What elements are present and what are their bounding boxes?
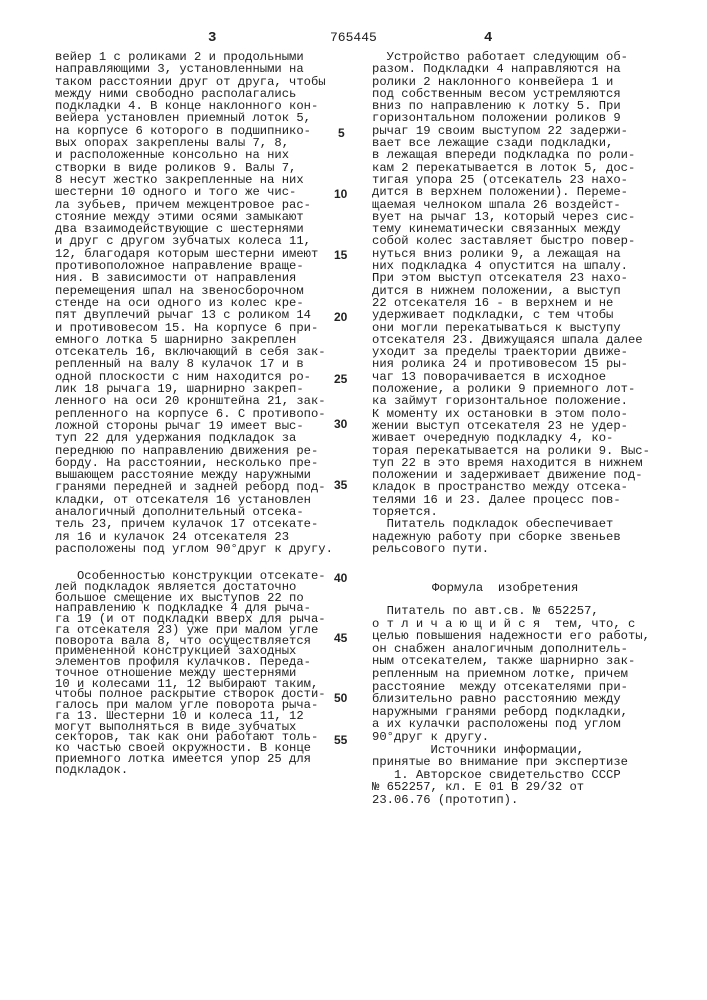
- text-line: рельсового пути.: [372, 543, 650, 555]
- text-line: кладок в пространство между отсека-: [372, 481, 650, 493]
- text-line: а их кулачки расположены под углом: [372, 718, 650, 731]
- text-line: тему кинематически связанных между: [372, 223, 650, 235]
- text-line: они могли перекатываться к выступу: [372, 322, 650, 334]
- left-paragraph-1: [55, 51, 333, 555]
- text-line: вейер 1 с роликами 2 и продольными: [55, 51, 333, 63]
- text-line: ным отсекателем, также шарнирно зак-: [372, 655, 650, 668]
- text-line: чаг 13 поворачивается в исходное: [372, 371, 650, 383]
- line-number: 55: [334, 733, 347, 747]
- text-line: аналогичный дополнительный отсека-: [55, 506, 333, 518]
- text-line: принятые во внимание при экспертизе: [372, 756, 650, 769]
- text-line: наружными гранями реборд подкладки,: [372, 706, 650, 719]
- text-line: могут выполняться в виде зубчатых: [55, 722, 326, 733]
- text-line: вышающем расстояние между наружными: [55, 469, 333, 481]
- text-line: таком расстоянии друг от друга, чтобы: [55, 76, 333, 88]
- text-line: подкладки 4. В конце наклонного кон-: [55, 100, 333, 112]
- text-line: га 13. Шестерни 10 и колеса 11, 12: [55, 711, 326, 722]
- text-line: в лежащая впереди подкладка по роли-: [372, 149, 650, 161]
- text-line: них подкладка 4 опустится на шпалу.: [372, 260, 650, 272]
- text-line: под собственным весом устремляются: [372, 88, 650, 100]
- claim-and-sources: [372, 605, 650, 805]
- text-line: близительно равно расстоянию между: [372, 693, 650, 706]
- text-line: ла зубьев, причем межцентровое рас-: [55, 199, 333, 211]
- text-line: расположены под углом 90°друг к другу.: [55, 543, 333, 555]
- text-line: га отсекателя 23) уже при малом угле: [55, 625, 326, 636]
- text-line: щаемая челноком шпала 26 воздейст-: [372, 199, 650, 211]
- text-line: торяется.: [372, 506, 650, 518]
- text-line: вает все лежащие сзади подкладки,: [372, 137, 650, 149]
- text-line: точное отношение между шестернями: [55, 668, 326, 679]
- text-line: вует на рычаг 13, который через сис-: [372, 211, 650, 223]
- text-line: дится в верхнем положении). Переме-: [372, 186, 650, 198]
- patent-number: 765445: [330, 30, 377, 45]
- text-line: Питатель подкладок обеспечивает: [372, 518, 650, 530]
- text-line: телями 16 и 23. Далее процесс пов-: [372, 494, 650, 506]
- right-paragraph-1: [372, 51, 650, 555]
- text-line: стояние между этими осями замыкают: [55, 211, 333, 223]
- text-line: лик 18 рычага 19, шарнирно закреп-: [55, 383, 333, 395]
- text-line: противоположное направление враще-: [55, 260, 333, 272]
- text-line: о т л и ч а ю щ и й с я тем, что, с: [372, 618, 650, 631]
- text-line: разом. Подкладки 4 направляются на: [372, 63, 650, 75]
- text-line: ролики 2 наклонного конвейера 1 и: [372, 76, 650, 88]
- text-line: ля 16 и кулачок 24 отсекателя 23: [55, 531, 333, 543]
- line-number: 50: [334, 691, 347, 705]
- text-line: тель 23, причем кулачок 17 отсекате-: [55, 518, 333, 530]
- line-number: 15: [334, 248, 347, 262]
- text-line: дится в нижнем положении, а выступ: [372, 285, 650, 297]
- text-line: Устройство работает следующим об-: [372, 51, 650, 63]
- line-number: 40: [334, 571, 347, 585]
- text-line: К моменту их остановки в этом поло-: [372, 408, 650, 420]
- text-line: направляющими 3, установленными на: [55, 63, 333, 75]
- text-line: 90°друг к другу.: [372, 731, 650, 744]
- text-line: расстояние между отсекателями при-: [372, 681, 650, 694]
- text-line: туп 22 в это время находится в нижнем: [372, 457, 650, 469]
- text-line: репленного на корпусе 6. С противопо-: [55, 408, 333, 420]
- text-line: Источники информации,: [372, 744, 650, 757]
- text-line: поворота вала 8, что осуществляется: [55, 636, 326, 647]
- line-number: 5: [338, 126, 345, 140]
- text-line: целью повышения надежности его работы,: [372, 630, 650, 643]
- text-line: створки в виде роликов 9. Валы 7,: [55, 162, 333, 174]
- text-line: тигая упора 25 (отсекатель 23 нахо-: [372, 174, 650, 186]
- line-number: 25: [334, 372, 347, 386]
- line-number: 20: [334, 310, 347, 324]
- text-line: чтобы полное раскрытие створок дости-: [55, 689, 326, 700]
- text-line: элементов профиля кулачков. Переда-: [55, 657, 326, 668]
- text-line: примененной конструкцией заходных: [55, 646, 326, 657]
- text-line: вейера установлен приемный лоток 5,: [55, 112, 333, 124]
- text-line: стенде на оси одного из колес кре-: [55, 297, 333, 309]
- text-line: 1. Авторское свидетельство СССР: [372, 769, 650, 782]
- left-page-number: 3: [208, 30, 216, 46]
- text-line: одной плоскости с ним находится ро-: [55, 371, 333, 383]
- text-line: туп 22 для удержания подкладок за: [55, 432, 333, 444]
- text-line: га 19 (и от подкладки вверх для рыча-: [55, 614, 326, 625]
- text-line: репленный на валу 8 кулачок 17 и в: [55, 358, 333, 370]
- text-line: Питатель по авт.св. № 652257,: [372, 605, 650, 618]
- text-line: положение, а ролики 9 приемного лот-: [372, 383, 650, 395]
- text-line: живает очередную подкладку 4, ко-: [372, 432, 650, 444]
- text-line: нуться вниз ролики 9, а лежащая на: [372, 248, 650, 260]
- text-line: № 652257, кл. Е 01 В 29/32 от: [372, 781, 650, 794]
- text-line: ложной стороны рычаг 19 имеет выс-: [55, 420, 333, 432]
- text-line: приемного лотка имеется упор 25 для: [55, 754, 326, 765]
- text-line: большое смещение их выступов 22 по: [55, 593, 326, 604]
- text-line: положении и задерживает движение под-: [372, 469, 650, 481]
- text-line: направлению к подкладке 4 для рыча-: [55, 603, 326, 614]
- text-line: 10 и колесами 11, 12 выбирают таким,: [55, 679, 326, 690]
- text-line: ния. В зависимости от направления: [55, 272, 333, 284]
- line-number: 35: [334, 478, 347, 492]
- text-line: борду. На расстоянии, несколько пре-: [55, 457, 333, 469]
- text-line: 12, благодаря которым шестерни имеют: [55, 248, 333, 260]
- text-line: перемещения шпал на звеносборочном: [55, 285, 333, 297]
- text-line: ленного на оси 20 кронштейна 21, зак-: [55, 395, 333, 407]
- text-line: ния ролика 24 и противовесом 15 ры-: [372, 358, 650, 370]
- text-line: пят двуплечий рычаг 13 с роликом 14: [55, 309, 333, 321]
- formula-title: Формула изобретения: [432, 581, 578, 595]
- text-line: При этом выступ отсекателя 23 нахо-: [372, 272, 650, 284]
- text-line: репленным на приемном лотке, причем: [372, 668, 650, 681]
- text-line: ко частью своей окружности. В конце: [55, 743, 326, 754]
- line-number: 45: [334, 631, 347, 645]
- text-line: шестерни 10 одного и того же чис-: [55, 186, 333, 198]
- text-line: вых опорах закреплены валы 7, 8,: [55, 137, 333, 149]
- text-line: рычаг 19 своим выступом 22 задержи-: [372, 125, 650, 137]
- text-line: между ними свободно располагались: [55, 88, 333, 100]
- text-line: и друг с другом зубчатых колеса 11,: [55, 235, 333, 247]
- text-line: 22 отсекателя 16 - в верхнем и не: [372, 297, 650, 309]
- text-line: собой колес заставляет быстро повер-: [372, 235, 650, 247]
- text-line: жении выступ отсекателя 23 не удер-: [372, 420, 650, 432]
- text-line: удерживает подкладки, с тем чтобы: [372, 309, 650, 321]
- text-line: лей подкладок является достаточно: [55, 582, 326, 593]
- text-line: отсекателя 23. Движущаяся шпала далее: [372, 334, 650, 346]
- text-line: подкладок.: [55, 765, 326, 776]
- text-line: Особенностью конструкции отсекате-: [55, 571, 326, 582]
- text-line: горизонтальном положении роликов 9: [372, 112, 650, 124]
- text-line: и противовесом 15. На корпусе 6 при-: [55, 322, 333, 334]
- text-line: кам 2 перекатывается в лоток 5, дос-: [372, 162, 650, 174]
- text-line: кладки, от отсекателя 16 установлен: [55, 494, 333, 506]
- text-line: и расположенные консольно на них: [55, 149, 333, 161]
- text-line: переднюю по направлению движения ре-: [55, 445, 333, 457]
- text-line: он снабжен аналогичным дополнитель-: [372, 643, 650, 656]
- text-line: отсекатель 16, включающий в себя зак-: [55, 346, 333, 358]
- text-line: два взаимодействующие с шестернями: [55, 223, 333, 235]
- text-line: секторов, так как они работают толь-: [55, 732, 326, 743]
- text-line: уходит за пределы траектории движе-: [372, 346, 650, 358]
- text-line: вниз по направлению к лотку 5. При: [372, 100, 650, 112]
- text-line: гранями передней и задней реборд под-: [55, 481, 333, 493]
- text-line: галось при малом угле поворота рыча-: [55, 700, 326, 711]
- text-line: торая перекатывается на ролики 9. Выс-: [372, 445, 650, 457]
- text-line: на корпусе 6 которого в подшипнико-: [55, 125, 333, 137]
- line-number: 10: [334, 187, 347, 201]
- text-line: 8 несут жестко закрепленные на них: [55, 174, 333, 186]
- text-line: надежную работу при сборке звеньев: [372, 531, 650, 543]
- line-number: 30: [334, 417, 347, 431]
- left-paragraph-2: [55, 571, 326, 775]
- text-line: емного лотка 5 шарнирно закреплен: [55, 334, 333, 346]
- text-line: ка займут горизонтальное положение.: [372, 395, 650, 407]
- right-page-number: 4: [484, 30, 492, 46]
- text-line: 23.06.76 (прототип).: [372, 794, 650, 807]
